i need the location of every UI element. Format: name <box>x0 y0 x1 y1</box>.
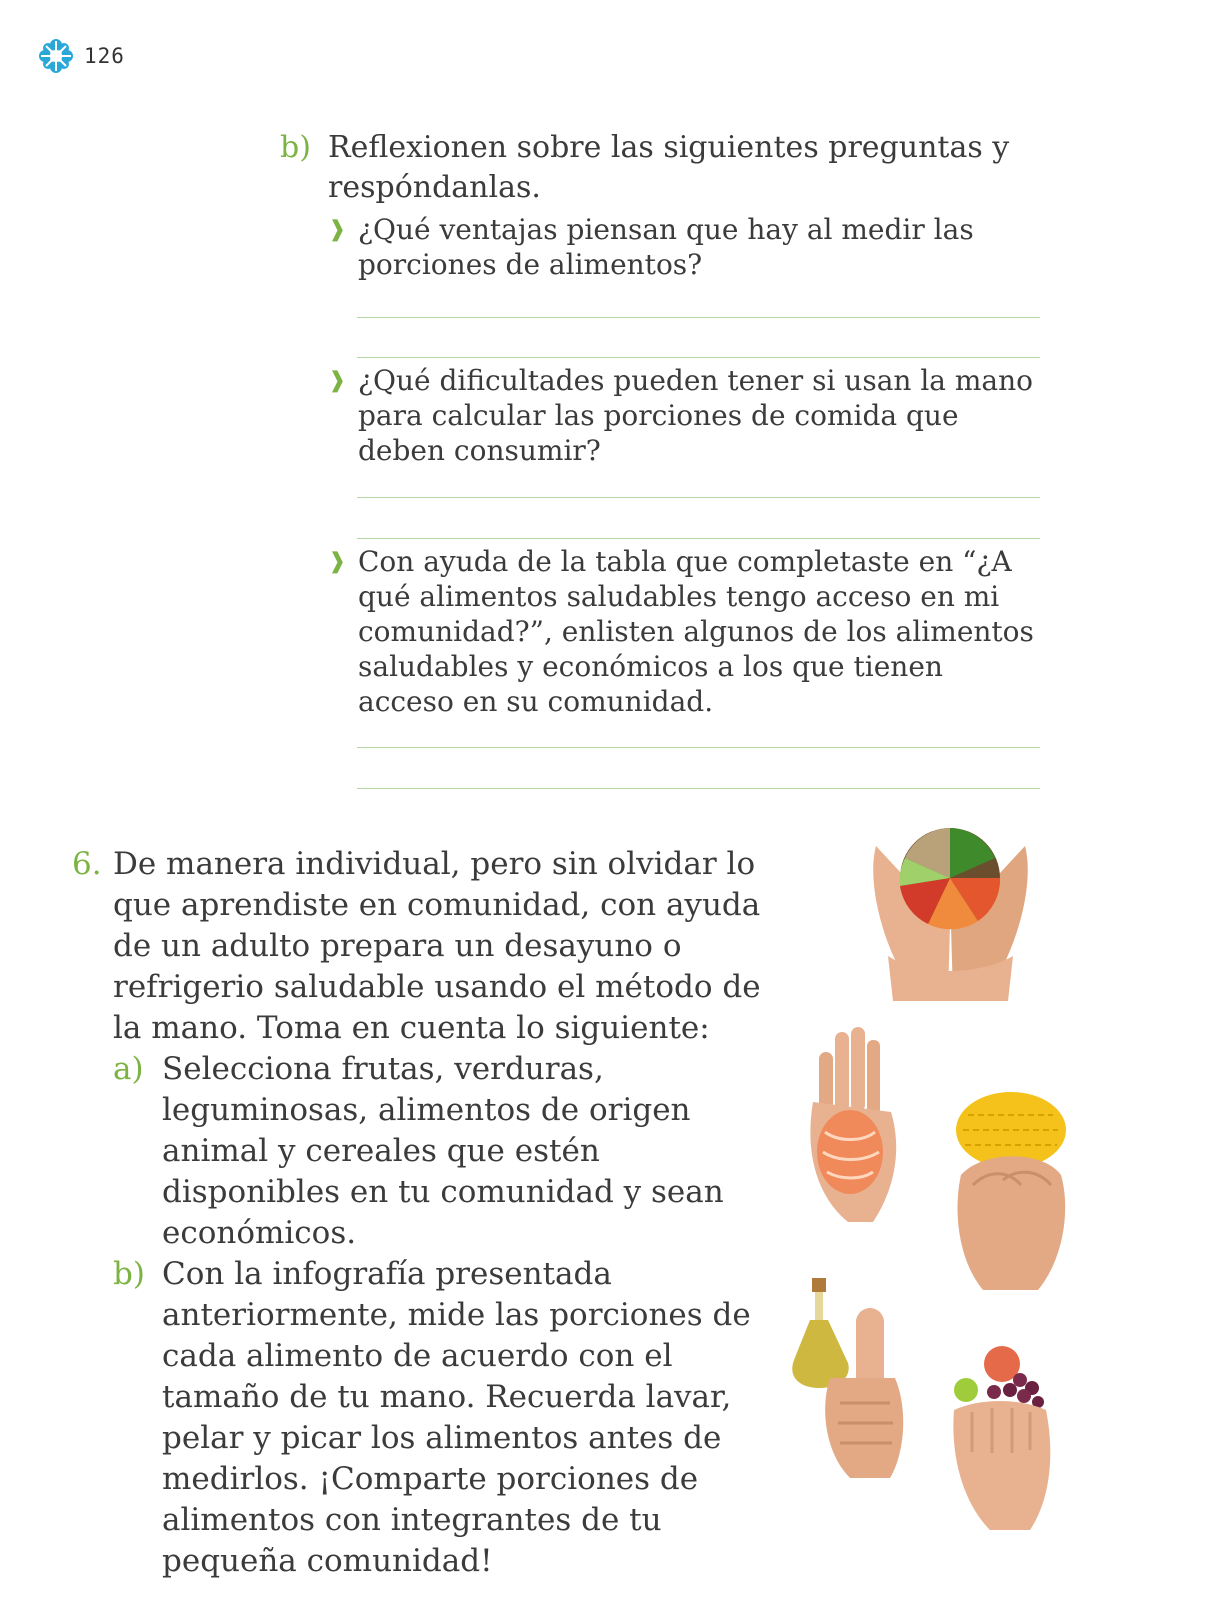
thumbs-up-oil-image <box>790 1278 908 1483</box>
cupped-hands-vegetables-image <box>868 806 1033 1006</box>
bullet-arrow-icon: ❱ <box>328 368 347 393</box>
activity-item <box>113 1049 772 1254</box>
page-header <box>38 38 125 74</box>
answer-line[interactable] <box>357 747 1040 748</box>
reflection-instruction: Reflexionen sobre las siguientes preguntas y respóndanlas. <box>328 130 1010 205</box>
bullet-arrow-icon: ❱ <box>328 549 347 574</box>
activity-item-text: Selecciona frutas, verduras, leguminosas, alimentos de origen animal y cereales que estén disponibles en tu comunidad y sean económicos. <box>162 1051 724 1251</box>
question-item <box>328 212 1048 282</box>
section-logo-icon <box>38 38 74 74</box>
question-item <box>328 363 1048 468</box>
answer-line[interactable] <box>357 538 1040 539</box>
bullet-arrow-icon: ❱ <box>328 217 347 242</box>
question-text: ¿Qué ventajas piensan que hay al medir las porciones de alimentos? <box>358 213 974 281</box>
item-letter: b) <box>280 130 311 165</box>
activity-6 <box>72 844 772 1582</box>
item-letter: b) <box>113 1256 145 1292</box>
hand-with-fruit-image <box>950 1340 1055 1535</box>
activity-intro: De manera individual, pero sin olvidar lo que aprendiste en comunidad, con ayuda de un adulto prepara un desayuno o refrigerio saludable usando el método de la mano. Toma en cuenta lo siguiente: <box>113 846 761 1046</box>
reflection-section <box>280 128 1060 208</box>
question-item <box>328 544 1048 719</box>
activity-number: 6. <box>72 846 102 882</box>
answer-line[interactable] <box>357 357 1040 358</box>
answer-line[interactable] <box>357 788 1040 789</box>
activity-item-text: Con la infografía presentada anteriormente, mide las porciones de cada alimento de acuerdo con el tamaño de tu mano. Recuerda lavar, pelar y picar los alimentos antes de medirlos. ¡Comparte porciones de alimentos con integrantes de tu pequeña comunidad! <box>162 1256 751 1579</box>
question-text: Con ayuda de la tabla que completaste en “¿A qué alimentos saludables tengo acceso en mi comunidad?”, enlisten algunos de los alimentos saludables y económicos a los que tienen acceso en su comunidad. <box>358 545 1034 718</box>
activity-item <box>113 1254 772 1582</box>
fist-with-pasta-image <box>953 1090 1071 1300</box>
page-number: 126 <box>84 44 125 68</box>
palm-with-salmon-image <box>803 1022 903 1232</box>
item-letter: a) <box>113 1051 144 1087</box>
question-text: ¿Qué dificultades pueden tener si usan la mano para calcular las porciones de comida que deben consumir? <box>358 364 1034 467</box>
answer-line[interactable] <box>357 497 1040 498</box>
answer-line[interactable] <box>357 317 1040 318</box>
